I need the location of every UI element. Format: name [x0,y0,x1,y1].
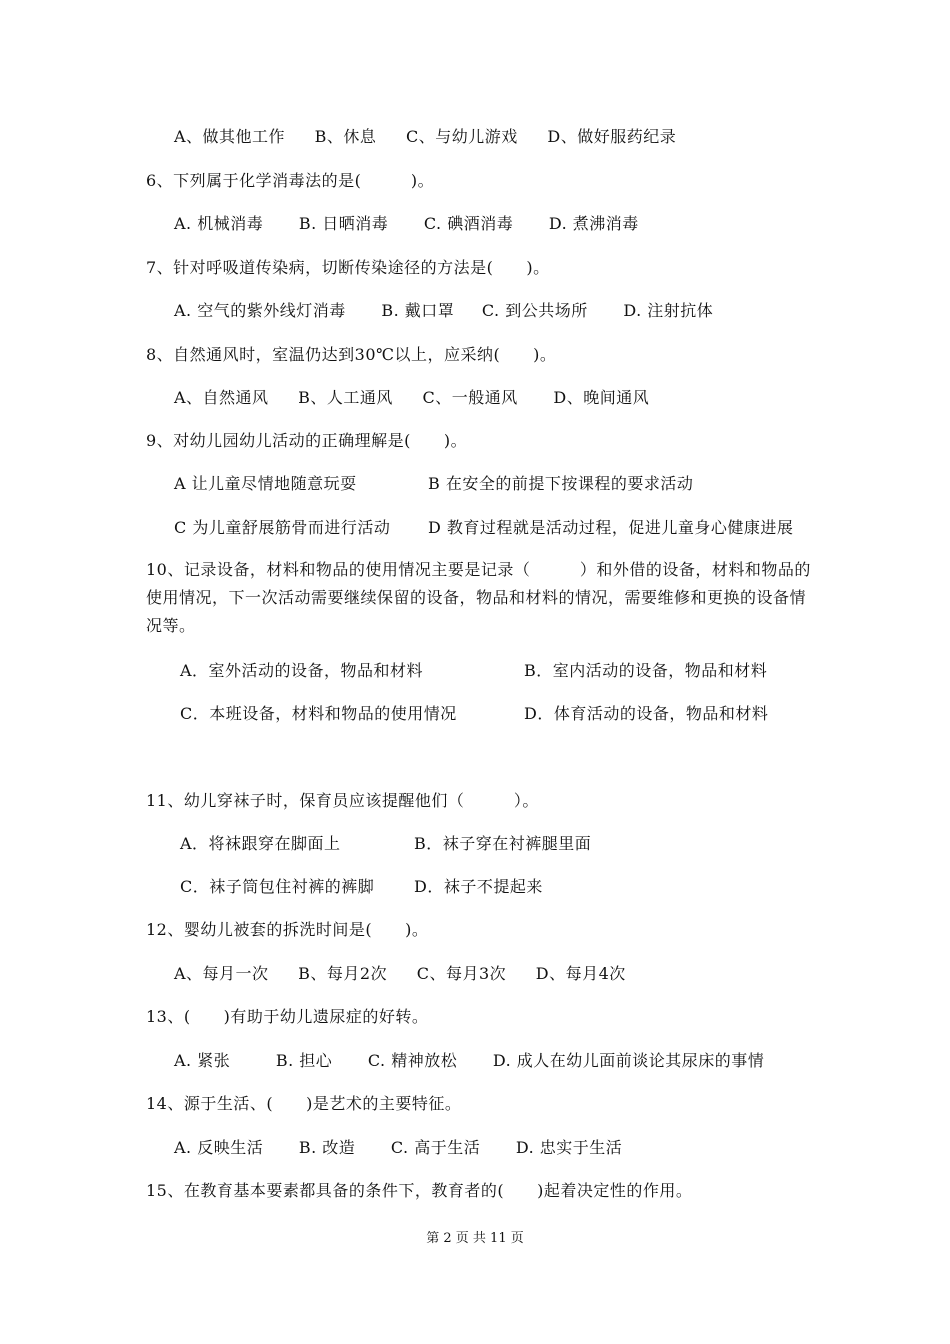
option-c: C. 高于生活 [390,1138,481,1157]
option-c: C. 精神放松 [367,1051,458,1070]
option-b: B、休息 [314,127,377,146]
question-6-stem: 6、下列属于化学消毒法的是( )。 [146,171,435,190]
question-11-option-b: B．袜子穿在衬裤腿里面 [414,834,592,853]
question-14-options [174,1137,622,1159]
question-7-options [174,300,713,322]
option-b: B、每月2次 [298,964,388,983]
question-9-option-d: D 教育过程就是活动过程，促进儿童身心健康进展 [428,518,794,537]
option-b: B、人工通风 [298,388,393,407]
option-b: B. 担心 [275,1051,333,1070]
question-9-option-a: A 让儿童尽情地随意玩耍 [174,474,357,493]
option-c: C. 到公共场所 [481,301,588,320]
question-10-option-b: B．室内活动的设备，物品和材料 [524,661,768,680]
option-a: A. 紧张 [174,1051,231,1070]
option-a: A、自然通风 [174,388,269,407]
question-9-option-b: B 在安全的前提下按课程的要求活动 [428,474,694,493]
option-d: D. 忠实于生活 [515,1138,623,1157]
question-10-stem: 10、记录设备，材料和物品的使用情况主要是记录（ ）和外借的设备，材料和物品的使用情况，下一次活动需要继续保留的设备，物品和材料的情况，需要维修和更换的设备情况等。 [146,560,811,635]
question-8-options [174,387,649,409]
question-10-option-a: A．室外活动的设备，物品和材料 [180,661,424,680]
option-c: C、一般通风 [422,388,518,407]
question-6-options [174,213,639,235]
page-footer: 第 2 页 共 11 页 [426,1231,524,1246]
question-12-options [174,963,626,985]
option-d: D、晚间通风 [553,388,650,407]
option-a: A. 机械消毒 [174,214,264,233]
question-13-options [174,1050,764,1072]
question-11-stem: 11、幼儿穿袜子时，保育员应该提醒他们（ ）。 [146,791,539,810]
option-a: A、每月一次 [174,964,269,983]
option-a: A. 空气的紫外线灯消毒 [174,301,346,320]
option-d: D. 注射抗体 [623,301,714,320]
option-d: D、每月4次 [535,964,626,983]
question-7-stem: 7、针对呼吸道传染病，切断传染途径的方法是( )。 [146,258,550,277]
option-d: D、做好服药纪录 [547,127,677,146]
option-a: A、做其他工作 [174,127,286,146]
question-8-stem: 8、自然通风时，室温仍达到30℃以上，应采纳( )。 [146,345,557,364]
option-b: B. 戴口罩 [381,301,455,320]
option-b: B. 日晒消毒 [298,214,389,233]
option-c: C、与幼儿游戏 [406,127,518,146]
question-11-option-c: C．袜子筒包住衬裤的裤脚 [180,877,375,896]
question-10-option-c: C．本班设备，材料和物品的使用情况 [180,704,457,723]
option-c: C、每月3次 [416,964,507,983]
option-a: A. 反映生活 [174,1138,264,1157]
question-11-option-a: A．将袜跟穿在脚面上 [180,834,341,853]
question-9-option-c: C 为儿童舒展筋骨而进行活动 [174,518,391,537]
question-14-stem: 14、源于生活、( )是艺术的主要特征。 [146,1094,462,1113]
prev-question-options [174,126,676,148]
question-9-stem: 9、对幼儿园幼儿活动的正确理解是( )。 [146,431,468,450]
option-c: C. 碘酒消毒 [423,214,514,233]
question-12-stem: 12、婴幼儿被套的拆洗时间是( )。 [146,920,429,939]
option-d: D. 煮沸消毒 [548,214,639,233]
option-d: D. 成人在幼儿面前谈论其尿床的事情 [492,1051,765,1070]
question-10-option-d: D．体育活动的设备，物品和材料 [524,704,769,723]
question-11-option-d: D．袜子不提起来 [414,877,543,896]
question-13-stem: 13、( )有助于幼儿遗尿症的好转。 [146,1007,429,1026]
option-b: B. 改造 [298,1138,356,1157]
question-15-stem: 15、在教育基本要素都具备的条件下，教育者的( )起着决定性的作用。 [146,1181,693,1200]
